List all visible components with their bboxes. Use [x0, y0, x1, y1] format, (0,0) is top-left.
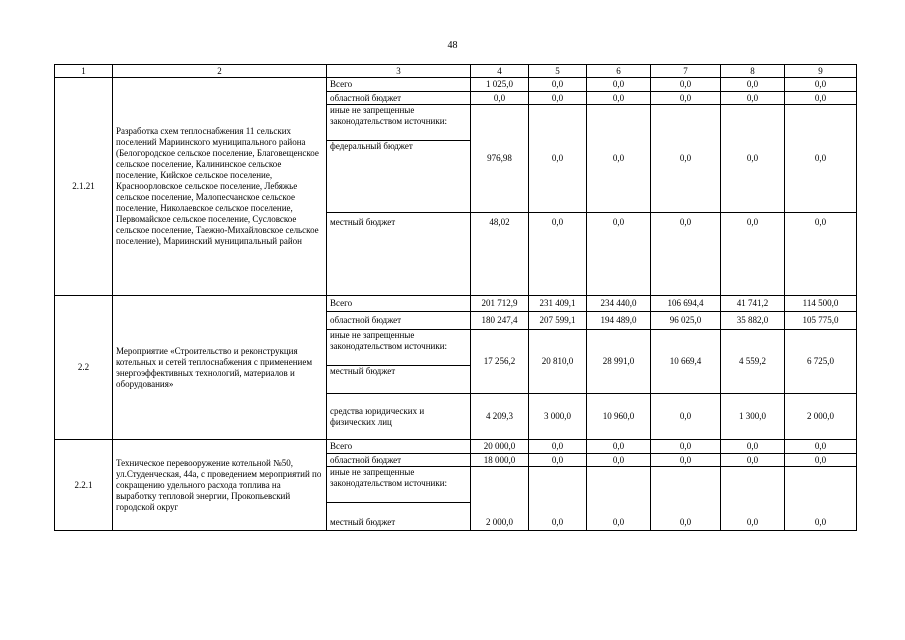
table-cell: 96 025,0 — [651, 312, 721, 330]
table-cell: 4 559,2 — [721, 330, 785, 394]
table-cell: 0,0 — [651, 105, 721, 213]
table-cell: 0,0 — [785, 454, 857, 467]
table-cell: 0,0 — [785, 92, 857, 105]
table-cell: 106 694,4 — [651, 296, 721, 312]
table-cell: 0,0 — [587, 92, 651, 105]
item-code: 2.2.1 — [55, 440, 113, 531]
table-cell: 0,0 — [529, 105, 587, 213]
column-number: 8 — [721, 65, 785, 78]
table-cell: 1 025,0 — [471, 78, 529, 92]
table-row — [55, 296, 857, 312]
table-cell: 0,0 — [587, 78, 651, 92]
funding-source: областной бюджет — [327, 312, 471, 330]
column-number: 2 — [113, 65, 327, 78]
table-cell: 0,0 — [785, 105, 857, 213]
table-cell: 0,0 — [587, 213, 651, 296]
item-code: 2.2 — [55, 296, 113, 440]
table-cell: 207 599,1 — [529, 312, 587, 330]
table-cell: 0,0 — [721, 440, 785, 454]
column-number-row — [55, 65, 857, 78]
table-cell: 0,0 — [721, 213, 785, 296]
column-number: 4 — [471, 65, 529, 78]
funding-source: Всего — [327, 78, 471, 92]
column-number: 5 — [529, 65, 587, 78]
table-cell: 0,0 — [721, 78, 785, 92]
table-cell: 180 247,4 — [471, 312, 529, 330]
table-cell: 0,0 — [587, 467, 651, 531]
table-cell: 10 960,0 — [587, 394, 651, 440]
table-cell: 1 300,0 — [721, 394, 785, 440]
table-cell: 18 000,0 — [471, 454, 529, 467]
table-cell: 201 712,9 — [471, 296, 529, 312]
table-cell: 114 500,0 — [785, 296, 857, 312]
table-cell: 41 741,2 — [721, 296, 785, 312]
table-cell: 0,0 — [651, 454, 721, 467]
column-number: 9 — [785, 65, 857, 78]
table-cell: 0,0 — [785, 213, 857, 296]
table-cell: 20 000,0 — [471, 440, 529, 454]
table-cell: 0,0 — [785, 78, 857, 92]
funding-source: местный бюджет — [327, 213, 471, 296]
table-cell: 28 991,0 — [587, 330, 651, 394]
column-number: 7 — [651, 65, 721, 78]
table-cell: 48,02 — [471, 213, 529, 296]
funding-source: федеральный бюджет — [327, 141, 471, 213]
table-cell: 35 882,0 — [721, 312, 785, 330]
table-cell: 0,0 — [529, 440, 587, 454]
table-cell: 6 725,0 — [785, 330, 857, 394]
funding-source: иные не запрещенные законодательством источники: — [327, 330, 471, 366]
table-cell: 0,0 — [721, 454, 785, 467]
table-cell: 234 440,0 — [587, 296, 651, 312]
table-cell: 0,0 — [651, 440, 721, 454]
funding-source: Всего — [327, 440, 471, 454]
funding-source: местный бюджет — [327, 366, 471, 394]
funding-source: иные не запрещенные законодательством источники: — [327, 467, 471, 503]
table-cell: 0,0 — [529, 92, 587, 105]
table-cell: 0,0 — [529, 467, 587, 531]
table-cell: 0,0 — [721, 105, 785, 213]
table-cell: 0,0 — [651, 467, 721, 531]
item-code: 2.1.21 — [55, 78, 113, 296]
table-row — [55, 440, 857, 454]
table-cell: 0,0 — [529, 78, 587, 92]
item-description: Техническое перевооружение котельной №50, ул.Студенческая, 44а, с проведением мероприятий по сокращению удельного расхода топлива на выработку тепловой энергии, Прокопьевский городской округ — [113, 440, 327, 531]
page-number: 48 — [447, 40, 458, 51]
funding-source: областной бюджет — [327, 92, 471, 105]
table-cell: 0,0 — [471, 92, 529, 105]
table-cell: 105 775,0 — [785, 312, 857, 330]
table-cell: 0,0 — [587, 454, 651, 467]
table-cell: 2 000,0 — [785, 394, 857, 440]
table-cell: 0,0 — [587, 105, 651, 213]
funding-source: местный бюджет — [327, 503, 471, 531]
table-cell: 231 409,1 — [529, 296, 587, 312]
budget-table — [54, 64, 857, 531]
item-description: Мероприятие «Строительство и реконструкция котельных и сетей теплоснабжения с применением энергоэффективных технологий, материалов и оборудования» — [113, 296, 327, 440]
table-cell: 0,0 — [651, 213, 721, 296]
table-cell: 0,0 — [587, 440, 651, 454]
table-cell: 0,0 — [529, 213, 587, 296]
table-cell: 194 489,0 — [587, 312, 651, 330]
column-number: 6 — [587, 65, 651, 78]
table-cell: 2 000,0 — [471, 467, 529, 531]
table-cell: 0,0 — [785, 467, 857, 531]
table-cell: 0,0 — [721, 467, 785, 531]
table-cell: 0,0 — [651, 394, 721, 440]
column-number: 1 — [55, 65, 113, 78]
funding-source: областной бюджет — [327, 454, 471, 467]
item-description: Разработка схем теплоснабжения 11 сельских поселений Мариинского муниципального района (Белогородское сельское поселение, Благовещенское сельское поселение, Калининское сельское поселение, Кийское сельское поселение, Красноорловское сельское поселение, Лебяжье сельское поселение, Малопесчанское сельское поселение, Николаевское сельское поселение, Первомайское сельское поселение, Сусловское сельское поселение, Таежно-Михайловское сельское поселение), Мариинский муниципальный район — [113, 78, 327, 296]
table-cell: 0,0 — [529, 454, 587, 467]
table-cell: 3 000,0 — [529, 394, 587, 440]
table-cell: 976,98 — [471, 105, 529, 213]
table-cell: 0,0 — [785, 440, 857, 454]
funding-source: иные не запрещенные законодательством источники: — [327, 105, 471, 141]
table-cell: 0,0 — [651, 78, 721, 92]
column-number: 3 — [327, 65, 471, 78]
table-cell: 17 256,2 — [471, 330, 529, 394]
funding-source: средства юридических и физических лиц — [327, 394, 471, 440]
table-cell: 10 669,4 — [651, 330, 721, 394]
table-cell: 4 209,3 — [471, 394, 529, 440]
table-cell: 20 810,0 — [529, 330, 587, 394]
table-cell: 0,0 — [721, 92, 785, 105]
table-row — [55, 78, 857, 92]
table-cell: 0,0 — [651, 92, 721, 105]
funding-source: Всего — [327, 296, 471, 312]
